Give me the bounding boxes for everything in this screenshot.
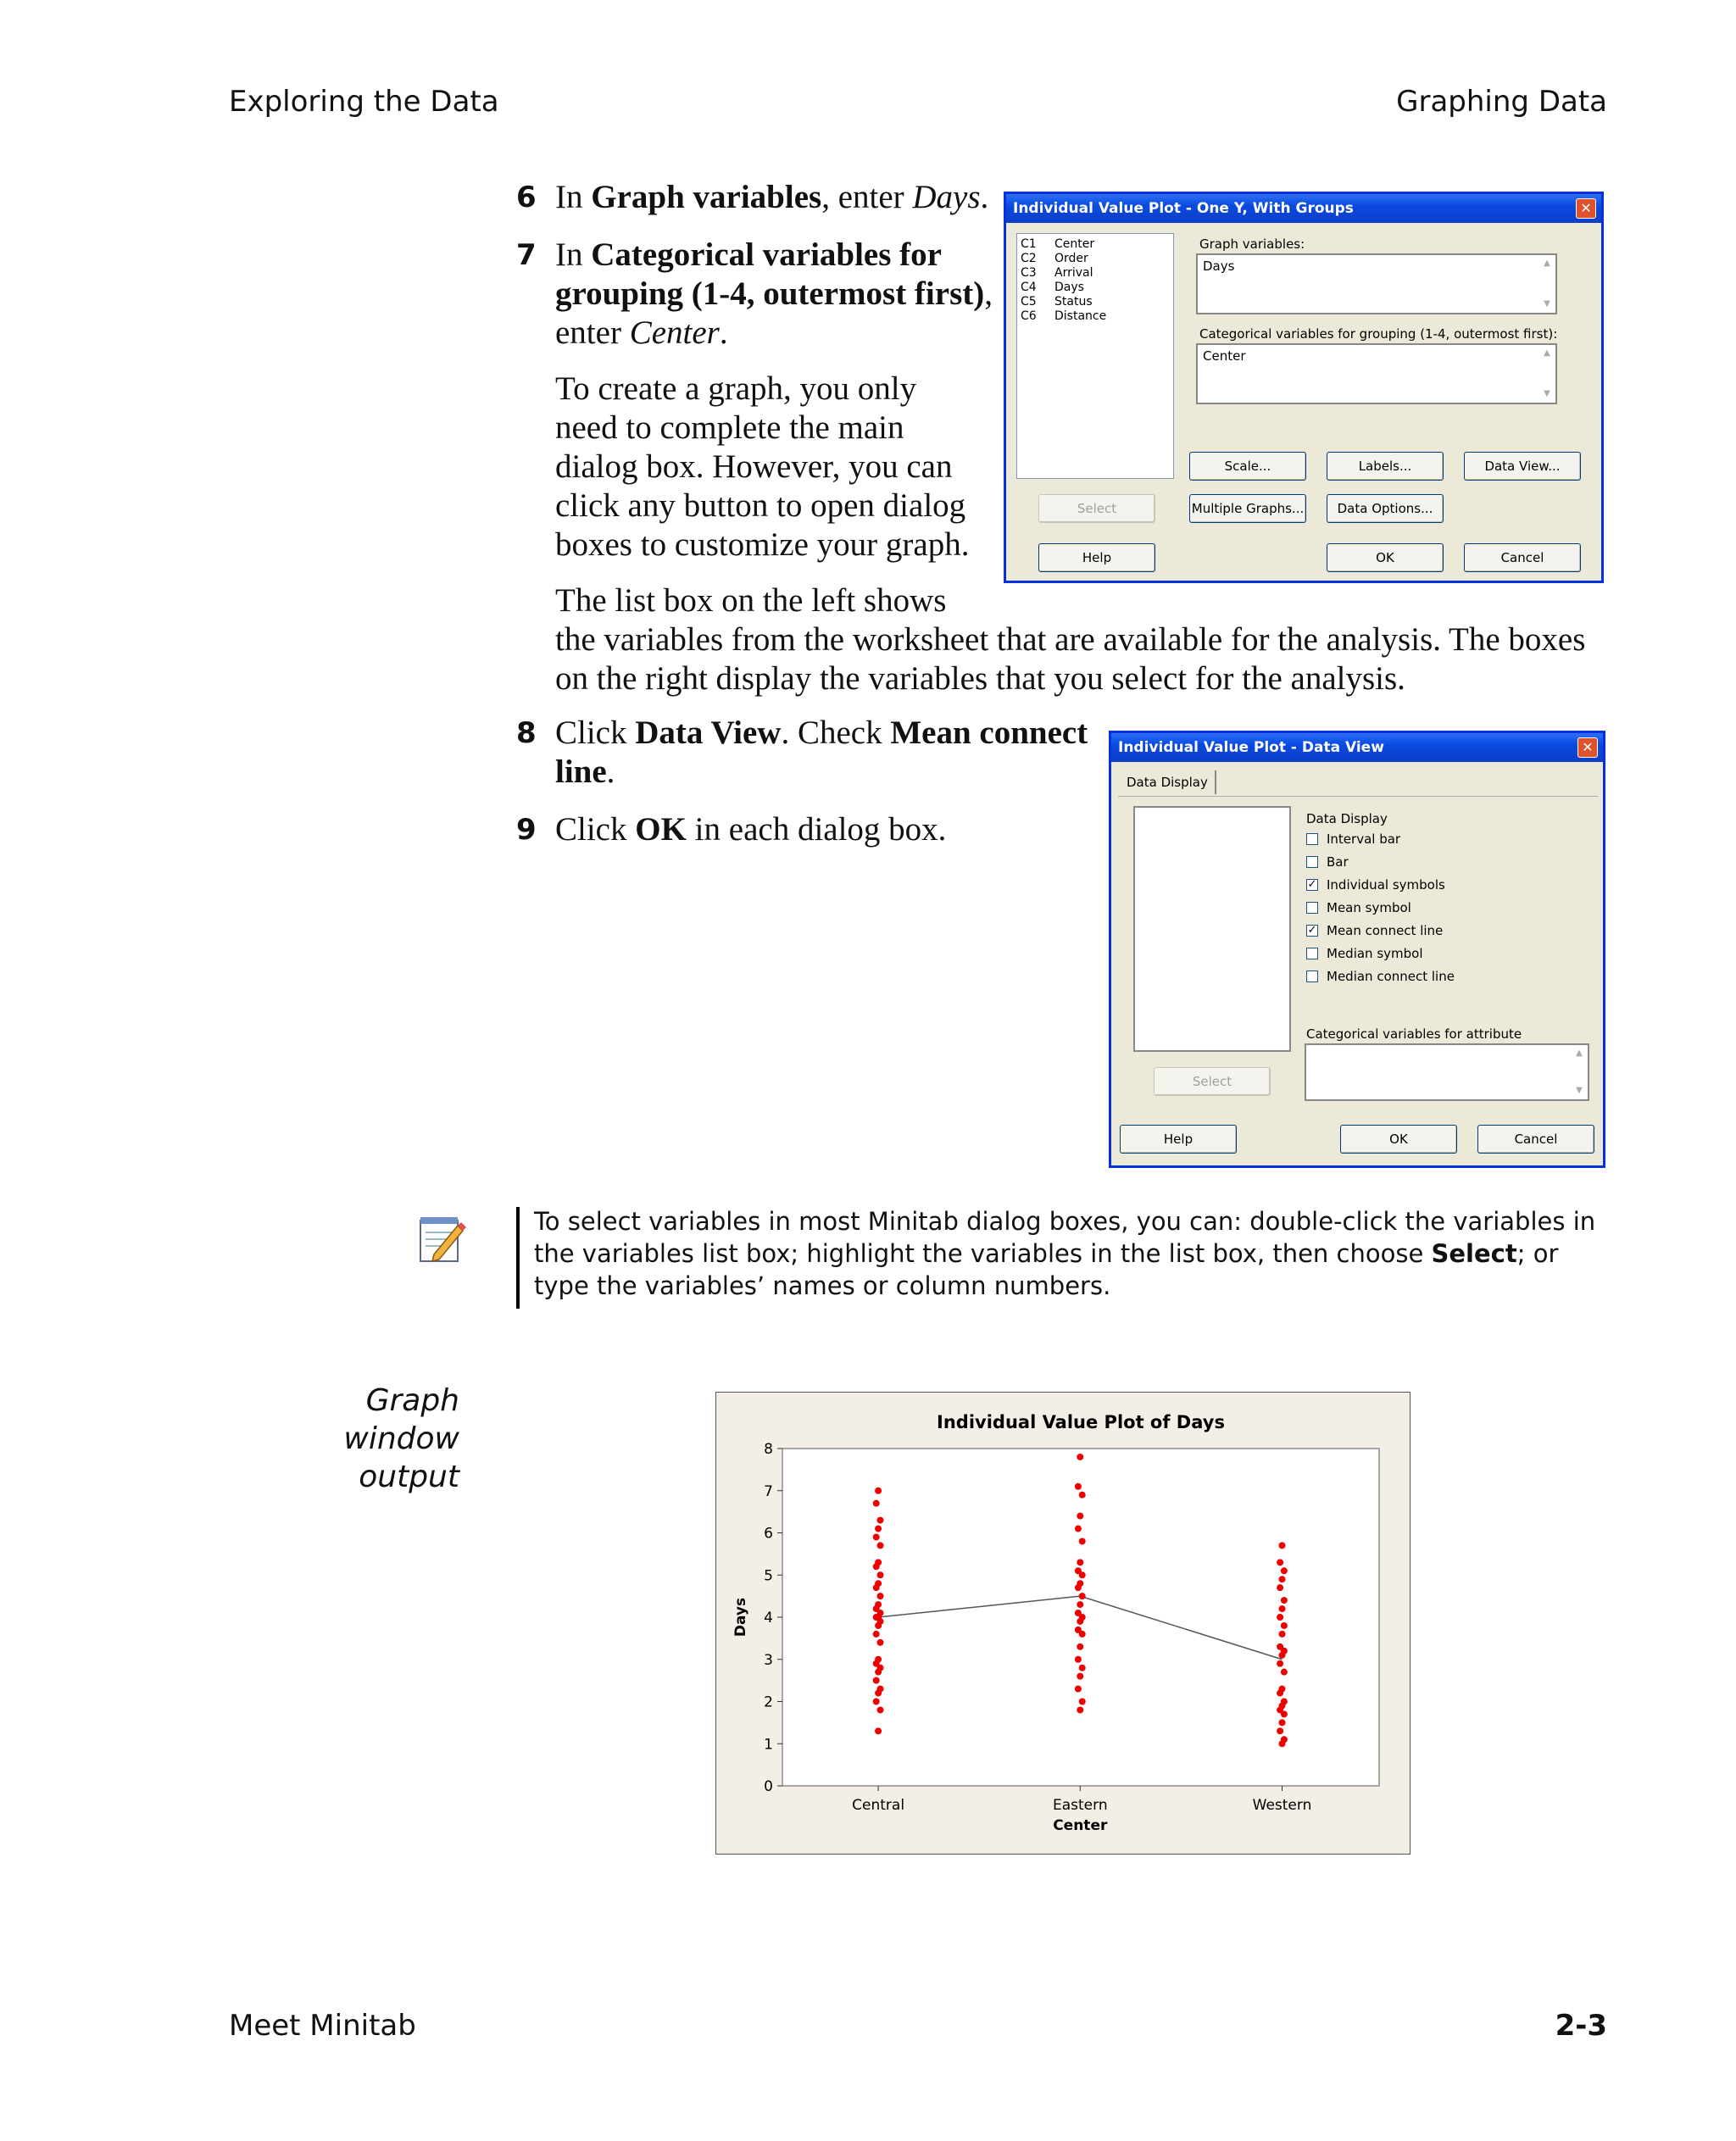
dialog-title: Individual Value Plot - Data View [1111,733,1603,762]
data-point [1079,1665,1086,1671]
note-text: To select variables in most Minitab dialog boxes, you can: double-click the variables in the variables list box; highlight the variables in the list box, then choose Select; or type the variables’ names or column numbers. [534,1207,1596,1300]
variable-column-id[interactable]: C6 [1021,309,1037,323]
graph-variables-label: Graph variables: [1199,236,1305,252]
data-point [1077,1673,1083,1680]
data-point [1278,1740,1285,1747]
running-header-left: Exploring the Data [229,85,499,119]
variables-list-box[interactable] [1133,806,1291,1052]
data-point [875,1669,882,1676]
data-options-button[interactable]: Data Options... [1327,494,1444,523]
checkbox-label[interactable]: Mean symbol [1327,900,1411,915]
data-point [1079,1631,1086,1638]
y-tick-label: 5 [764,1567,773,1585]
close-icon[interactable]: ✕ [1576,198,1596,219]
graph-variables-value: Days [1203,259,1235,274]
variable-name[interactable]: Distance [1054,309,1107,323]
step-8 [516,714,1098,792]
data-point [876,1542,883,1549]
y-axis-label: Days [732,1597,749,1638]
data-point [1075,1686,1082,1693]
scroll-up-icon[interactable]: ▲ [1544,348,1550,358]
data-point [1278,1652,1285,1659]
checkbox-label[interactable]: Individual symbols [1327,877,1445,893]
checkbox[interactable] [1306,948,1318,959]
data-point [876,1571,883,1578]
notepad-icon [415,1214,468,1266]
data-point [1278,1605,1285,1612]
data-point [876,1593,883,1599]
step-number: 8 [516,716,537,750]
step-9 [516,810,1098,849]
data-point [1278,1576,1285,1582]
cancel-button[interactable]: Cancel [1464,543,1581,572]
y-tick-label: 2 [764,1693,773,1711]
scroll-down-icon[interactable]: ▼ [1544,389,1550,398]
categorical-variables-value: Center [1203,348,1246,364]
data-point [1079,1593,1086,1599]
labels-button[interactable]: Labels... [1327,452,1444,481]
data-point [1077,1643,1083,1650]
scroll-down-icon[interactable]: ▼ [1576,1086,1583,1095]
data-point [873,1677,880,1684]
step-7 [516,236,996,353]
scroll-up-icon[interactable]: ▲ [1576,1048,1583,1058]
data-view-button[interactable]: Data View... [1464,452,1581,481]
data-point [873,1699,880,1705]
data-point [1077,1513,1083,1520]
y-tick-label: 8 [764,1441,773,1458]
data-point [873,1563,880,1570]
data-point [876,1706,883,1713]
step-number: 6 [516,181,537,214]
step-text: In Graph variables, enter Days. [555,179,989,215]
data-point [1277,1660,1283,1667]
checkbox[interactable]: ✓ [1307,924,1317,937]
checkbox[interactable]: ✓ [1307,878,1317,891]
variable-column-id[interactable]: C1 [1021,237,1037,251]
step-text: Click OK in each dialog box. [555,811,947,848]
running-header-right: Graphing Data [1396,85,1607,119]
variable-column-id[interactable]: C3 [1021,266,1037,280]
data-point [1281,1669,1288,1676]
tab-divider [1118,796,1598,797]
select-button[interactable]: Select [1038,494,1155,523]
data-point [1079,1492,1086,1499]
dialog-title: Individual Value Plot - One Y, With Groups [1006,194,1601,223]
data-point [1075,1584,1082,1591]
data-point [875,1727,882,1734]
checkbox[interactable] [1306,856,1318,868]
checkbox-label[interactable]: Median symbol [1327,946,1423,961]
step-text: Click Data View. Check Mean connect line. [555,715,1088,790]
ok-button[interactable]: OK [1327,543,1444,572]
scale-button[interactable]: Scale... [1189,452,1306,481]
categorical-variables-input[interactable] [1196,343,1557,404]
paragraph-list-box-b: the variables from the worksheet that are available for the analysis. The boxes on the right display the variables that you select for the analysis. [555,621,1586,697]
scroll-up-icon[interactable]: ▲ [1544,259,1550,268]
variable-name[interactable]: Center [1054,237,1095,251]
margin-label-line: Graph [365,1383,459,1418]
note-rule [516,1207,520,1309]
data-point [1277,1584,1283,1591]
y-tick-label: 6 [764,1525,773,1543]
tab-data-display[interactable]: Data Display [1120,770,1216,794]
data-point [1281,1710,1288,1717]
individual-value-plot [716,1393,1411,1855]
step-number: 9 [516,813,537,847]
data-point [873,1533,880,1540]
data-point [1281,1567,1288,1574]
data-point [875,1690,882,1697]
paragraph-create-graph: To create a graph, you only need to complete the main dialog box. However, you can click any button to open dialog boxes to customize your graph. [555,370,970,563]
x-axis-label: Center [1053,1817,1108,1834]
checkbox[interactable] [1306,833,1318,845]
data-point [1281,1597,1288,1604]
attribute-assignment-input[interactable] [1305,1043,1589,1101]
data-point [873,1584,880,1591]
data-point [1079,1699,1086,1705]
data-point [1277,1727,1283,1734]
chart-title: Individual Value Plot of Days [937,1412,1225,1432]
margin-label [343,1382,459,1496]
data-point [1075,1656,1082,1663]
data-point [875,1622,882,1629]
data-point [1075,1483,1082,1490]
checkbox-label[interactable]: Interval bar [1327,831,1401,847]
close-icon[interactable]: ✕ [1577,737,1598,758]
variable-column-id[interactable]: C2 [1021,252,1037,265]
data-point [1079,1538,1086,1544]
data-point [1278,1631,1285,1638]
data-point [875,1526,882,1532]
attribute-assignment-label: Categorical variables for attribute [1306,1026,1522,1042]
data-point [1077,1706,1083,1713]
y-tick-label: 0 [764,1778,773,1795]
data-display-group-label: Data Display [1306,811,1388,826]
data-point [1278,1542,1285,1549]
cancel-button[interactable]: Cancel [1477,1125,1594,1154]
checkbox-label[interactable]: Mean connect line [1327,923,1444,938]
x-tick-label: Central [852,1797,905,1814]
x-tick-label: Western [1252,1797,1312,1814]
step-text: In Categorical variables for grouping (1-4, outermost first), enter Center. [555,236,993,351]
y-tick-label: 7 [764,1482,773,1500]
paragraph-list-box-a: The list box on the left shows [555,582,947,619]
data-point [1277,1559,1283,1565]
margin-label-line: window [343,1421,459,1456]
step-6 [516,178,996,217]
help-button[interactable]: Help [1038,543,1155,572]
data-point [876,1639,883,1646]
data-point [1281,1622,1288,1629]
data-point [1277,1690,1283,1697]
step-number: 7 [516,238,537,272]
checkbox[interactable] [1306,970,1318,982]
variable-name[interactable]: Order [1054,252,1088,265]
variable-column-id[interactable]: C5 [1021,295,1037,309]
variable-name[interactable]: Arrival [1054,266,1093,280]
x-tick-label: Eastern [1052,1797,1108,1814]
data-point [1077,1601,1083,1608]
footer-left: Meet Minitab [229,2009,416,2043]
categorical-variables-label: Categorical variables for grouping (1-4, outermost first): [1199,326,1558,342]
data-point [1075,1526,1082,1532]
graph-variables-input[interactable] [1196,253,1557,314]
y-tick-label: 1 [764,1736,773,1754]
data-point [873,1631,880,1638]
variable-column-id[interactable]: C4 [1021,281,1037,294]
variable-name[interactable]: Status [1054,295,1093,309]
y-tick-label: 3 [764,1651,773,1669]
ok-button[interactable]: OK [1340,1125,1457,1154]
variable-name[interactable]: Days [1054,281,1084,294]
page-number: 2-3 [1555,2009,1607,2043]
checkbox[interactable] [1306,902,1318,914]
margin-label-line: output [359,1460,459,1494]
y-tick-label: 4 [764,1610,773,1627]
data-point [1077,1618,1083,1625]
graph-window [715,1392,1410,1855]
multiple-graphs-button[interactable]: Multiple Graphs... [1189,494,1306,523]
checkbox-label[interactable]: Median connect line [1327,969,1455,984]
data-point [1079,1571,1086,1578]
data-point [1077,1454,1083,1460]
data-point [1277,1614,1283,1621]
data-point [873,1500,880,1507]
dialog-one-y-with-groups [1004,192,1604,583]
data-point [1278,1719,1285,1726]
dialog-data-view [1109,731,1605,1168]
checkbox-label[interactable]: Bar [1327,854,1349,870]
data-point [876,1517,883,1524]
scroll-down-icon[interactable]: ▼ [1544,299,1550,309]
data-point [875,1488,882,1494]
select-button[interactable]: Select [1154,1067,1271,1096]
variables-list-box[interactable] [1016,233,1174,479]
help-button[interactable]: Help [1120,1125,1237,1154]
data-point [1077,1559,1083,1565]
